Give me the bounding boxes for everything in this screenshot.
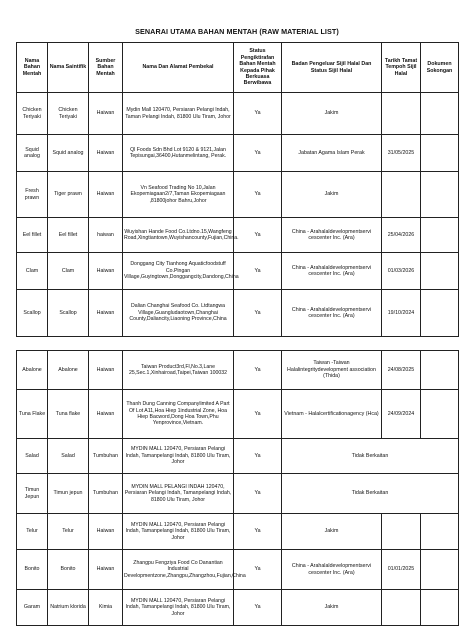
cell-saintifik: Chicken Teriyaki: [48, 93, 89, 135]
cell-saintifik: Eel fillet: [48, 218, 89, 253]
header-tarikh: Tarikh Tamat Tempoh Sijil Halal: [382, 43, 421, 93]
cell-tarikh: 19/10/2024: [382, 290, 421, 337]
table-row: [17, 253, 459, 290]
cell-tarikh: 24/08/2025: [382, 351, 421, 390]
table-row: [17, 474, 459, 514]
cell-pembekal: Thanh Dung Canning Companylimited A Part Of Lot A11,Hoa Hiep 1industrial Zone, Hoa Hiep Bacword,Dong Hoa Town,Phu Yenprovince,Vietnam.: [123, 390, 234, 439]
header-sumber: Sumber Bahan Mentah: [89, 43, 123, 93]
cell-nama: Timun Jepun: [17, 474, 48, 514]
document-title: SENARAI UTAMA BAHAN MENTAH (RAW MATERIAL LIST): [135, 27, 339, 36]
cell-sumber: Haiwan: [89, 135, 123, 172]
cell-status: Ya: [234, 590, 282, 626]
cell-saintifik: Bonito: [48, 550, 89, 590]
table-row: [17, 550, 459, 590]
cell-status: Ya: [234, 390, 282, 439]
cell-badan: Jakim: [282, 172, 382, 218]
table-row: [17, 390, 459, 439]
cell-nama: Eel fillet: [17, 218, 48, 253]
cell-tarikh: 01/03/2026: [382, 253, 421, 290]
cell-pembekal: Mydin Mall 120470, Persiaran Pelangi Indah, Taman Pelangi Indah, 81800 Ulu Tiram, Johor: [123, 93, 234, 135]
cell-saintifik: Clam: [48, 253, 89, 290]
cell-nama: Telur: [17, 514, 48, 550]
table-row: [17, 351, 459, 390]
cell-badan: China - Arahalaldevelopmentservi cescenter Inc. (Ara): [282, 218, 382, 253]
cell-tarikh: [382, 93, 421, 135]
cell-tarikh: 01/01/2025: [382, 550, 421, 590]
cell-nama: Garam: [17, 590, 48, 626]
cell-pembekal: MYDIN MALL PELANGI INDAH 120470, Persiaran Pelangi Indah, Tamanpelangi Indah, 81800 Ulu Tiram, Johor: [123, 474, 234, 514]
table-row: [17, 590, 459, 626]
table-row: [17, 439, 459, 474]
raw-material-table-bottom: [16, 350, 459, 626]
cell-badan: Jakim: [282, 514, 382, 550]
cell-sumber: Haiwan: [89, 550, 123, 590]
cell-saintifik: Tuna flake: [48, 390, 89, 439]
cell-sumber: Haiwan: [89, 253, 123, 290]
cell-nama: Fresh prawn: [17, 172, 48, 218]
cell-sumber: Kimia: [89, 590, 123, 626]
cell-nama: Abalone: [17, 351, 48, 390]
cell-nama: Tuna Flake: [17, 390, 48, 439]
cell-badan: Vietnam - Halalcertificationagency (Hca): [282, 390, 382, 439]
cell-nama: Bonito: [17, 550, 48, 590]
cell-sumber: Tumbuhan: [89, 439, 123, 474]
cell-tarikh: [382, 172, 421, 218]
cell-saintifik: Salad: [48, 439, 89, 474]
cell-nama: Scallop: [17, 290, 48, 337]
cell-badan-merged: Tidak Berkaitan: [282, 474, 459, 514]
cell-sumber: Haiwan: [89, 351, 123, 390]
cell-saintifik: Timun jepun: [48, 474, 89, 514]
cell-status: Ya: [234, 474, 282, 514]
cell-saintifik: Abalone: [48, 351, 89, 390]
cell-sumber: Haiwan: [89, 290, 123, 337]
cell-badan: China - Arahalaldevelopmentservi cescenter Inc. (Ara): [282, 253, 382, 290]
cell-status: Ya: [234, 218, 282, 253]
table-header-row: [17, 43, 459, 93]
cell-sumber: Haiwan: [89, 172, 123, 218]
cell-tarikh: 31/05/2025: [382, 135, 421, 172]
cell-badan: China - Arahalaldevelopmentservi cescenter Inc. (Ara): [282, 290, 382, 337]
cell-tarikh: [382, 514, 421, 550]
table-row: [17, 93, 459, 135]
cell-pembekal: Taiwan Product3rd,Fl,No.3,Lane 25,Sec.1,Xinhairoad,Taipei,Taiwan 100032: [123, 351, 234, 390]
cell-saintifik: Natrium klorida: [48, 590, 89, 626]
cell-dokumen: [421, 590, 459, 626]
header-nama-bahan: Nama Bahan Mentah: [17, 43, 48, 93]
cell-tarikh: 24/09/2024: [382, 390, 421, 439]
cell-badan: Jabatan Agama Islam Perak: [282, 135, 382, 172]
cell-dokumen: [421, 93, 459, 135]
cell-dokumen: [421, 550, 459, 590]
cell-dokumen: [421, 172, 459, 218]
cell-badan: Jakim: [282, 93, 382, 135]
cell-pembekal: Donggang City Tianhong Aquaticfoodstuff Co.Pingan Village,Guyingtown,Donggangcity,Dandong,China: [123, 253, 234, 290]
table-row: [17, 290, 459, 337]
table-row: [17, 218, 459, 253]
cell-pembekal: Vn Seafood Trading No 10,Jalan Ekopemiagaan2/7,Taman Ekopemiagaan ,81800johor Bahru,Johor: [123, 172, 234, 218]
cell-pembekal: Wuyishan Hande Food Co.Ltdno.15,Wangfeng Road,Xingtiantown,Wuyishancounty,Fujian,China.: [123, 218, 234, 253]
header-status: Status Pengiktirafan Bahan Mentah Kepada Pihak Berkuasa Berwibawa: [234, 43, 282, 93]
cell-status: Ya: [234, 253, 282, 290]
cell-badan: Jakim: [282, 590, 382, 626]
cell-saintifik: Tiger prawn: [48, 172, 89, 218]
cell-dokumen: [421, 390, 459, 439]
header-dokumen: Dokumen Sokongan: [421, 43, 459, 93]
cell-status: Ya: [234, 514, 282, 550]
cell-sumber: Haiwan: [89, 93, 123, 135]
cell-badan-merged: Tidak Berkaitan: [282, 439, 459, 474]
cell-saintifik: Squid analog: [48, 135, 89, 172]
cell-status: Ya: [234, 290, 282, 337]
cell-pembekal: MYDIN MALL 120470, Persiaran Pelangi Indah, Tamanpelangi Indah, 81800 Ulu Tiram, Johor: [123, 590, 234, 626]
table-row: [17, 172, 459, 218]
header-badan: Badan Pengeluar Sijil Halal Dan Status Sijil Halal: [282, 43, 382, 93]
cell-saintifik: Telur: [48, 514, 89, 550]
cell-sumber: haiwan: [89, 218, 123, 253]
cell-nama: Clam: [17, 253, 48, 290]
raw-material-table-top: [16, 42, 459, 337]
cell-status: Ya: [234, 550, 282, 590]
cell-dokumen: [421, 351, 459, 390]
cell-pembekal: Dalian Changhai Seafood Co. Ltdtangwa Village,Guangludaotown,Changhai County,Daliancity,Liaoning Province,China: [123, 290, 234, 337]
cell-status: Ya: [234, 439, 282, 474]
cell-pembekal: Zhangpu Fengziya Food Co Danantian Industrial Developmentzone,Zhangpu,Zhangzhou,Fujian,China: [123, 550, 234, 590]
cell-tarikh: [382, 590, 421, 626]
cell-dokumen: [421, 290, 459, 337]
cell-pembekal: Ql Foods Sdn Bhd Lot 9120 & 9121,Jalan Tepisungai,36400,Hutanmelintang, Perak.: [123, 135, 234, 172]
cell-dokumen: [421, 253, 459, 290]
cell-status: Ya: [234, 172, 282, 218]
table-row: [17, 135, 459, 172]
cell-nama: Chicken Teriyaki: [17, 93, 48, 135]
cell-pembekal: MYDIN MALL 120470, Persiaran Pelangi Indah, Tamanpelangi Indah, 81800 Ulu Tiram, Johor: [123, 514, 234, 550]
cell-dokumen: [421, 218, 459, 253]
cell-sumber: Haiwan: [89, 390, 123, 439]
header-nama-saintifik: Nama Saintifik: [48, 43, 89, 93]
cell-sumber: Haiwan: [89, 514, 123, 550]
header-pembekal: Nama Dan Alamat Pembekal: [123, 43, 234, 93]
cell-badan: China - Arahalaldevelopmentservi cescenter Inc. (Ara): [282, 550, 382, 590]
cell-nama: Salad: [17, 439, 48, 474]
cell-status: Ya: [234, 135, 282, 172]
cell-dokumen: [421, 514, 459, 550]
table-row: [17, 514, 459, 550]
cell-status: Ya: [234, 351, 282, 390]
cell-pembekal: MYDIN MALL 120470, Persiaran Pelangi Indah, Tamanpelangi Indah, 81800 Ulu Tiram, Johor: [123, 439, 234, 474]
cell-saintifik: Scallop: [48, 290, 89, 337]
cell-sumber: Tumbuhan: [89, 474, 123, 514]
cell-status: Ya: [234, 93, 282, 135]
cell-tarikh: 25/04/2026: [382, 218, 421, 253]
cell-badan: Taiwan -Taiwan Halalintegritydevelopment association (Thida): [282, 351, 382, 390]
cell-dokumen: [421, 135, 459, 172]
cell-nama: Squid analog: [17, 135, 48, 172]
